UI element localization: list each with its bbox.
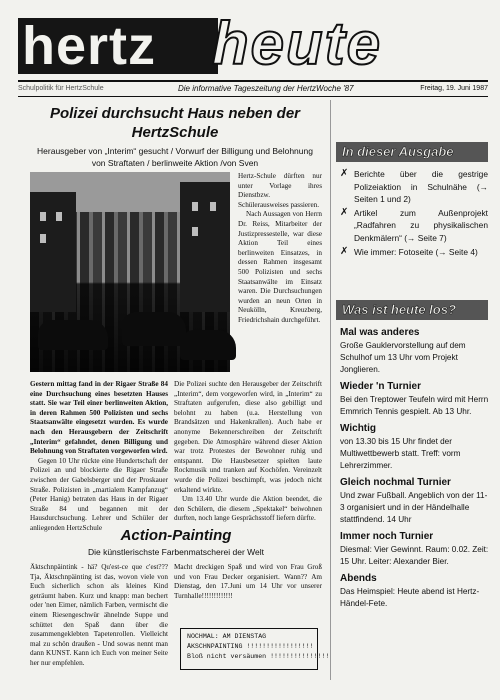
index-heading: In dieser Ausgabe <box>336 142 488 162</box>
photo-car <box>122 312 186 346</box>
lead-paragraph: Gegen 10 Uhr rückte eine Hundertschaft der Polizei an und blockierte die Rigaer Straße zwischen der Gabelsberger und der Proskauer Straße. Polizisten in „martialem Kampfanzug“ (Peter Hanig) betraten das Haus in der Rigaer Straße 84 und begannen mit der Hausdurchsuchung. Lehrer und Schüler der anliegenden HertzSchule <box>30 456 168 532</box>
lead-headline: Polizei durchsucht Haus neben der HertzSchule <box>49 105 301 141</box>
event-body: Große Gauklervorstellung auf dem Schulhof um 13 Uhr vom Projekt Jonglieren. <box>340 341 466 374</box>
feature-column-b <box>174 563 322 601</box>
feature-paragraph: Macht dreckigen Spaß und wird von Frau Groß und von Frau Decker organisiert. Wann?? Am Dienstag, den 17.Juni um 14 Uhr vor unserer Turnhalle!!!!!!!!!!!!! <box>174 563 322 600</box>
index-item-text: Berichte über die gestrige Polizeiaktion in Schulnähe (→ Seiten 1 und 2) <box>354 169 488 205</box>
event-title: Abends <box>340 573 377 584</box>
event-body: Und zwar Fußball. Angeblich von der 11-3 organisiert und in der Händelhalle stattfindend. 14 Uhr <box>340 491 488 524</box>
index-item <box>340 168 488 206</box>
event-body: Bei den Treptower Teufeln wird mit Herrn Emmrich Tennis gespielt. Ab 13 Uhr. <box>340 395 489 416</box>
photo-car <box>38 320 108 350</box>
events-list <box>340 324 490 614</box>
masthead-subline <box>18 83 488 95</box>
event-title: Wichtig <box>340 423 377 434</box>
photo-window <box>192 227 198 236</box>
photo-window <box>40 234 46 243</box>
masthead-subtitle-left: Schulpolitik für HertzSchule <box>18 85 104 92</box>
lead-sidecolumn-paragraph: Nach Aussagen von Herrn Dr. Reiss, Mitarbeiter der Justizpressestelle, war diese Aktion Teil eines berlinweiten Einsatzes, in dessen Rahmen insgesamt 500 Polizisten und sechs Staatsanwälte im Einsatz waren. Die Durchsuchungen wurden an neun Orten in Neukölln, Kreuzberg, Friedrichshain durchgeführt. <box>238 210 322 324</box>
events-heading: Was ist heute los? <box>336 300 488 320</box>
event-title: Immer noch Turnier <box>340 531 434 542</box>
lead-deck: Herausgeber von „Interim“ gesucht / Vorwurf der Billigung und Belohnung von Straftaten / berlinweite Aktion /von Sven <box>37 146 313 168</box>
issue-index <box>340 168 488 259</box>
reminder-line: ÄKSCHNPÄINTING !!!!!!!!!!!!!!!!! <box>187 643 314 650</box>
event-title: Gleich nochmal Turnier <box>340 477 451 488</box>
lead-intro-paragraph: Gestern mittag fand in der Rigaer Straße 84 eine Durchsuchung eines besetzten Hauses statt. Sie war Teil einer berlinweiten Aktion, in deren Rahmen 500 Polizisten und sechs Staatsanwälte eingesetzt wurden. Es wurde nach den Herausgebern der Zeitschrift „Interim“ gefahndet, denen Billigung und Belohnung von Straftaten vorgeworfen wird. <box>30 380 168 456</box>
masthead-title-heute: heute <box>212 10 383 77</box>
cross-bullet-icon: ✗ <box>340 206 349 218</box>
photo-window <box>210 202 216 211</box>
event-body: von 13.30 bis 15 Uhr findet der Multiwettbewerb statt. Treff: vorm Lehrerzimmer. <box>340 437 461 470</box>
feature-reminder-box <box>180 628 330 670</box>
index-item-text: Wie immer: Fotoseite (→ Seite 4) <box>354 246 478 257</box>
cross-bullet-icon: ✗ <box>340 168 349 179</box>
index-item-text: Artikel zum Außenprojekt „Radfahren zu physikalischen Denkmälern“ (→ Seite 7) <box>354 207 488 243</box>
index-item <box>340 207 488 245</box>
lead-photo <box>30 172 230 372</box>
lead-sidecolumn <box>238 172 322 326</box>
masthead-title-hertz: hertz <box>18 18 218 74</box>
lead-column-b <box>174 380 322 524</box>
column-divider <box>330 100 331 680</box>
photo-building-right <box>180 182 230 312</box>
masthead-tagline: Die informative Tageszeitung der HertzWoche '87 <box>178 84 354 93</box>
reminder-line: NOCHMAL: AM DIENSTAG <box>187 633 267 640</box>
lead-paragraph: Die Polizei suchte den Herausgeber der Zeitschrift „Interim“, dem vorgeworfen wird, in „Interim“ zu Straftaten aufgerufen, diese also gebilligt und belohnt zu haben (u.a. Herstellung von Brandsätzen und Hakenkrallen). Auch habe er anonyme Bekennerschreiben der Zeitschrift gegeben. Die Atmosphäre während dieser Aktion war trotz Protestes der Bewohner ruhig und entspannt. Die Hausbesetzer spielten laute Rockmusik und tranken auf Kochöfen. Vereinzelt wurde die Polizei beschimpft, was jedoch nicht erkaltend wirkte. <box>174 380 322 494</box>
event-body: Das Heimspiel: Heute abend ist Hertz-Händel-Fete. <box>340 587 480 608</box>
event-title: Mal was anderes <box>340 327 420 338</box>
photo-building-left <box>30 192 76 312</box>
photo-window <box>192 202 198 211</box>
lead-column-a <box>30 380 168 534</box>
event-body: Diesmal: Vier Gewinnt. Raum: 0.02. Zeit: 15 Uhr. Leiter: Alexander Bier. <box>340 545 489 566</box>
reminder-line: Bloß nicht versäumen !!!!!!!!!!!!!!! <box>187 653 330 660</box>
feature-paragraph: Äktschnpäintink - hä? Qu'est-ce que c'est??? Tja, Äktschnpäinting ist das, wovon viele von Euch sicherlich schon als kleines Kind geträumt haben. Kurz und knapp: man bechert oder 'nen Eimer, nämlich Farben, vermischt die einem Riesengeschwür ähnelnde Suppe und schüttet den Spaß dann über die zusammengeklebten Tapetenrollen. Vielleicht mal zu schön draußen - Und sowas nennt man dann KUNST. Kann ich Euch von meiner Seite her nur empfehlen. <box>30 563 168 667</box>
photo-car <box>180 330 236 360</box>
masthead-rule <box>18 80 488 82</box>
feature-headline: Action-Painting <box>120 527 232 544</box>
photo-window <box>40 212 46 221</box>
lead-sidecolumn-paragraph: Hertz-Schule dürften nur unter Vorlage ihres Dienstbzw. Schülerausweises passieren. <box>238 172 322 209</box>
index-item <box>340 246 488 259</box>
event-title: Wieder 'n Turnier <box>340 381 422 392</box>
masthead-rule-bottom <box>18 96 488 97</box>
photo-window <box>56 212 62 221</box>
lead-paragraph: Um 13.40 Uhr wurde die Aktion beendet, die den Schülern, die diesem „Spektakel“ beiwohnen durften, noch lange Gesprächsstoff liefern dürfte. <box>174 495 322 523</box>
feature-subhead: Die künstlerischste Farbenmatscherei der Welt <box>87 547 265 557</box>
cross-bullet-icon: ✗ <box>340 245 349 257</box>
issue-date: Freitag, 19. Juni 1987 <box>420 85 488 92</box>
feature-column-a <box>30 563 168 669</box>
